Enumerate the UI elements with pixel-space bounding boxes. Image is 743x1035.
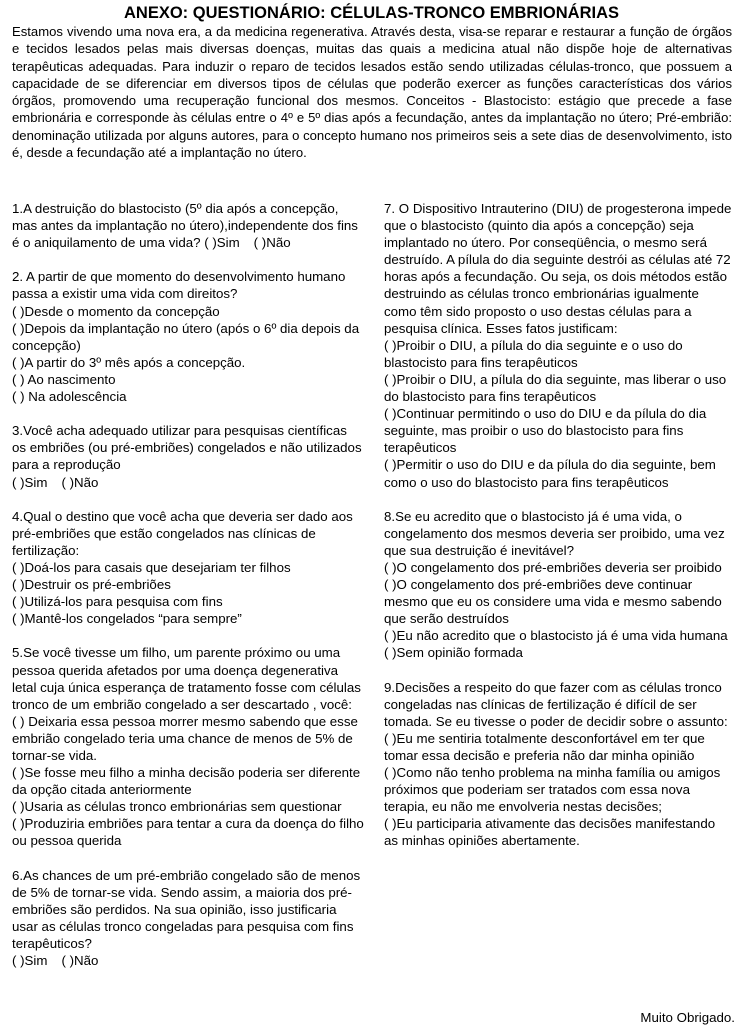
question-8-text: 8.Se eu acredito que o blastocisto já é uma vida, o congelamento dos mesmos deveria ser proibido, uma vez que sua destruição é inevitável? [384, 508, 725, 558]
question-6 [12, 867, 364, 970]
question-7-option[interactable]: ( )Proibir o DIU, a pílula do dia seguinte e o uso do blastocisto para fins terapêuticos [384, 337, 683, 370]
question-8-option[interactable]: ( )Sem opinião formada [384, 645, 523, 661]
left-column [12, 200, 364, 986]
question-1 [12, 200, 364, 251]
right-column [384, 200, 732, 867]
question-9-text: 9.Decisões a respeito do que fazer com as células tronco congeladas nas clínicas de fertilização é difícil de ser tomada. Se eu tivesse o poder de decidir sobre o assunto: [384, 679, 728, 729]
question-2-option[interactable]: ( ) Na adolescência [12, 389, 127, 405]
question-7-option[interactable]: ( )Proibir o DIU, a pílula do dia seguinte, mas liberar o uso do blastocisto para fins terapêuticos [384, 371, 727, 405]
question-3-option-no[interactable]: ( )Não [61, 474, 99, 490]
question-5-option[interactable]: ( )Usaria as células tronco embrionárias sem questionar [12, 799, 342, 815]
question-2-option[interactable]: ( )Depois da implantação no útero (após o 6º dia depois da concepção) [12, 320, 360, 353]
question-4 [12, 508, 364, 628]
question-8 [384, 508, 732, 662]
question-6-text: 6.As chances de um pré-embrião congelado são de menos de 5% de tornar-se vida. Sendo assim, a maioria dos pré-embriões são perdidos. Na sua opinião, isso justificaria usar as células tronco congeladas para pesquisa com fins terapêuticos? [12, 867, 361, 952]
question-4-option[interactable]: ( )Doá-los para casais que desejariam ter filhos [12, 559, 291, 575]
question-4-option[interactable]: ( )Mantê-los congelados “para sempre” [12, 611, 242, 627]
question-5-option[interactable]: ( ) Deixaria essa pessoa morrer mesmo sabendo que esse embrião congelado teria uma chance de menos de 5% de tornar-se vida. [12, 713, 358, 763]
question-2-text: 2. A partir de que momento do desenvolvimento humano passa a existir uma vida com direitos? [12, 269, 346, 302]
question-9-option[interactable]: ( )Eu me sentiria totalmente desconfortável em ter que tomar essa decisão e preferia não dar minha opinião [384, 730, 705, 763]
question-9-option[interactable]: ( )Como não tenho problema na minha família ou amigos próximos que poderiam ser tratados com essa nova terapia, eu não me envolveria nestas decisões; [384, 765, 721, 815]
question-2-option[interactable]: ( )A partir do 3º mês após a concepção. [12, 354, 246, 370]
intro-paragraph: Estamos vivendo uma nova era, a da medicina regenerativa. Através desta, visa-se reparar e restaurar a função de órgãos e tecidos lesados pelas mais diversas doenças, muitas das quais a medicina atual não dispõe hoje de alternativas terapêuticas adequadas. Para induzir o reparo de tecidos lesados estão sendo utilizadas células-tronco, que possuem a capacidade de se diferenciar em diversos tipos de células que poderão exercer as funções características dos vários órgãos, promovendo uma recuperação funcional dos mesmos. Conceitos - Blastocisto: estágio que precede a fase embrionária e corresponde às células entre o 4º e 5º dias após a fecundação, antes da implantação no útero; Pré-embrião: denominação utilizada por alguns autores, para o concepto humano nos primeiros seis a sete dias de desenvolvimento, isto é, desde a fecundação até a implantação no útero. [12, 24, 732, 161]
question-7 [384, 200, 732, 491]
question-4-option[interactable]: ( )Utilizá-los para pesquisa com fins [12, 594, 223, 610]
question-9-option[interactable]: ( )Eu participaria ativamente das decisões manifestando as minhas opiniões abertamente. [384, 816, 716, 849]
question-2-option[interactable]: ( ) Ao nascimento [12, 371, 116, 387]
question-2 [12, 268, 364, 405]
question-5 [12, 644, 364, 849]
question-5-option[interactable]: ( )Se fosse meu filho a minha decisão poderia ser diferente da opção citada anteriormente [12, 765, 361, 798]
question-7-text: 7. O Dispositivo Intrauterino (DIU) de progesterona impede que o blastocisto (quinto dia após a concepção) seja implantado no útero. Por conseqüência, o mesmo será destruído. A pílula do dia seguinte destrói as células até 72 horas após a fecundação. Ou seja, os dois métodos estão destruindo as células tronco embrionárias igualmente como têm sido proposto o uso destas células para a pesquisa clínica. Esses fatos justificam: [384, 201, 732, 336]
question-7-option[interactable]: ( )Permitir o uso do DIU e da pílula do dia seguinte, bem como o uso do blastocisto para fins terapêuticos [384, 457, 716, 490]
question-3-text: 3.Você acha adequado utilizar para pesquisas científicas os embriões (ou pré-embriões) congelados e não utilizados para a reprodução [12, 423, 362, 473]
question-4-option[interactable]: ( )Destruir os pré-embriões [12, 577, 171, 593]
question-2-option[interactable]: ( )Desde o momento da concepção [12, 303, 220, 319]
document-title: ANEXO: QUESTIONÁRIO: CÉLULAS-TRONCO EMBRIONÁRIAS [124, 4, 619, 22]
question-4-text: 4.Qual o destino que você acha que deveria ser dado aos pré-embriões que estão congelados nas clínicas de fertilização: [12, 508, 353, 558]
question-5-option[interactable]: ( )Produziria embriões para tentar a cura da doença do filho ou pessoa querida [12, 816, 364, 849]
question-6-option-no[interactable]: ( )Não [61, 953, 99, 969]
question-1-option-no[interactable]: ( )Não [253, 235, 291, 251]
question-5-text: 5.Se você tivesse um filho, um parente próximo ou uma pessoa querida afetados por uma doença degenerativa letal cuja única esperança de tratamento fosse com células tronco de um embrião congelado a ser descartado , você: [12, 645, 361, 712]
question-9 [384, 679, 732, 850]
question-3 [12, 422, 364, 490]
question-8-option[interactable]: ( )O congelamento dos pré-embriões deveria ser proibido [384, 559, 722, 575]
question-8-option[interactable]: ( )Eu não acredito que o blastocisto já é uma vida humana [384, 628, 728, 644]
question-1-text: 1.A destruição do blastocisto (5º dia após a concepção, mas antes da implantação no útero),independente dos fins é o aniquilamento de uma vida? [12, 201, 358, 251]
question-8-option[interactable]: ( )O congelamento dos pré-embriões deve continuar mesmo que eu os considere uma vida e mesmo sabendo que serão destruídos [384, 577, 722, 627]
question-7-option[interactable]: ( )Continuar permitindo o uso do DIU e da pílula do dia seguinte, mas proibir o uso do blastocisto para fins terapêuticos [384, 406, 707, 456]
question-6-option-yes[interactable]: ( )Sim [12, 953, 48, 969]
closing-thanks: Muito Obrigado. [640, 1010, 735, 1025]
question-3-option-yes[interactable]: ( )Sim [12, 474, 48, 490]
question-1-option-yes[interactable]: ( )Sim [204, 235, 240, 251]
